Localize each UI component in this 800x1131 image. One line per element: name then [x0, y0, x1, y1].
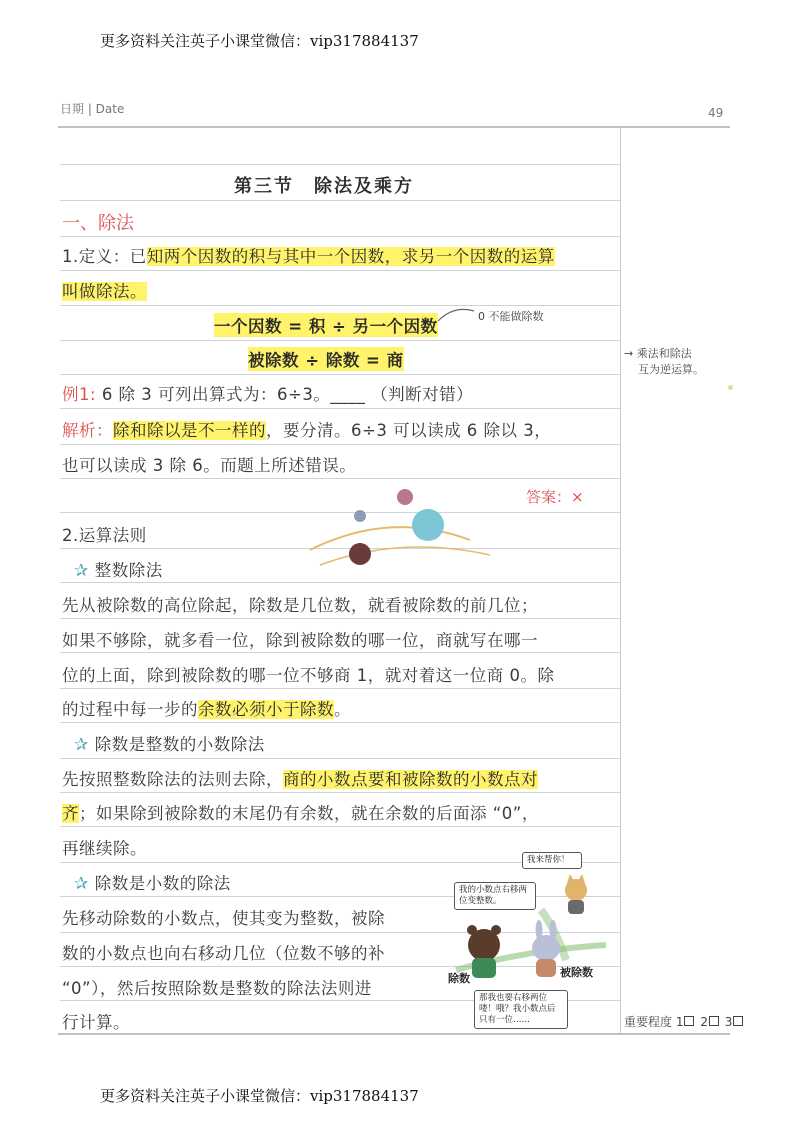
ruled-line	[60, 618, 620, 619]
ruled-line	[60, 164, 620, 165]
ruled-line	[60, 270, 620, 271]
margin-line	[620, 128, 621, 1034]
divisor-label: 除数	[448, 972, 470, 985]
star-icon: ✰	[74, 874, 89, 894]
example-text: 6 除 3 可列出算式为：6÷3。____ （判断对错）	[101, 385, 474, 404]
importance-level-1: 1	[675, 1015, 684, 1029]
side-note-line-1: → 乘法和除法	[624, 347, 692, 360]
rule2-highlight: 商的小数点要和被除数的小数点对	[283, 770, 538, 789]
section-title: 第三节 除法及乘方	[234, 176, 414, 197]
rule3-line-2: 数的小数点也向右移动几位（位数不够的补	[62, 944, 385, 963]
ruled-line	[60, 792, 620, 793]
formula-quotient: 被除数 ÷ 除数 = 商	[248, 347, 404, 371]
answer: 答案：×	[526, 488, 584, 506]
footer-rule	[58, 1033, 730, 1035]
formula-note: 0 不能做除数	[478, 310, 544, 323]
decor-dot	[728, 385, 733, 390]
rule1-line-1: 先从被除数的高位除起，除数是几位数，就看被除数的前几位；	[62, 596, 538, 615]
definition-highlight-2: 叫做除法。	[62, 282, 147, 301]
rule2-line-3: 再继续除。	[62, 839, 147, 858]
rule1-title: 整数除法	[94, 561, 163, 580]
definition-highlight: 知两个因数的积与其中一个因数，求另一个因数的运算	[146, 247, 555, 266]
rule1-last-suffix: 。	[334, 700, 351, 719]
rule3-title: 除数是小数的除法	[94, 874, 231, 893]
ruled-line	[60, 236, 620, 237]
ruled-line	[60, 478, 620, 479]
importance-indicator	[624, 1013, 743, 1030]
analysis-line-2: 也可以读成 3 除 6。而题上所述错误。	[62, 456, 357, 475]
rule2-rest: ；如果除到被除数的末尾仍有余数，就在余数的后面添 “0”，	[79, 804, 539, 823]
header-rule	[58, 126, 730, 128]
watermark-bottom: 更多资料关注英子小课堂微信：vip317884137	[100, 1087, 419, 1105]
ruled-line	[60, 444, 620, 445]
rule3-title-row	[74, 870, 231, 894]
ruled-line	[60, 652, 620, 653]
heading-division: 一、除法	[62, 213, 134, 234]
ruled-line	[60, 722, 620, 723]
side-note	[624, 346, 704, 378]
definition-line-1	[62, 243, 555, 267]
analysis-line-1	[62, 417, 551, 441]
ruled-line	[60, 688, 620, 689]
rule1-line-2: 如果不够除，就多看一位，除到被除数的哪一位，商就写在哪一	[62, 631, 538, 650]
side-note-line-2: 互为逆运算。	[638, 363, 704, 376]
ruled-line	[60, 758, 620, 759]
cartoon-illustration	[446, 850, 616, 1030]
rule1-title-row	[74, 557, 163, 581]
heading-rules: 2.运算法则	[62, 526, 147, 545]
rule1-highlight: 余数必须小于除数	[198, 700, 334, 719]
bunny-speech-bubble: 我的小数点右移两位变整数。	[454, 882, 536, 910]
rule2-prefix: 先按照整数除法的法则去除，	[62, 770, 283, 789]
rule2-title: 除数是整数的小数除法	[94, 735, 265, 754]
ruled-line	[60, 200, 620, 201]
watermark-top: 更多资料关注英子小课堂微信：vip317884137	[100, 32, 419, 50]
dividend-label: 被除数	[560, 966, 593, 979]
analysis-highlight: 除和除以是不一样的	[113, 421, 266, 440]
checkbox-icon	[684, 1016, 694, 1026]
rule3-line-1: 先移动除数的小数点，使其变为整数，被除	[62, 909, 385, 928]
analysis-label: 解析：	[62, 421, 113, 440]
rule2-title-row	[74, 731, 265, 755]
date-label: 日期 | Date	[60, 102, 125, 116]
analysis-rest: ，要分清。6÷3 可以读成 6 除以 3，	[266, 421, 552, 440]
rule2-highlight-2: 齐	[62, 804, 79, 823]
star-icon: ✰	[74, 735, 89, 755]
ruled-line	[60, 305, 620, 306]
checkbox-icon	[733, 1016, 743, 1026]
bear-speech-bubble: 那我也要右移两位喽！哦？我小数点后只有一位……	[474, 990, 568, 1029]
importance-level-3: 3	[724, 1015, 733, 1029]
example-label: 例1:	[62, 385, 97, 404]
rule2-line-2	[62, 800, 539, 824]
rule1-last-prefix: 的过程中每一步的	[62, 700, 198, 719]
formula-factor: 一个因数 = 积 ÷ 另一个因数	[214, 313, 438, 337]
rule3-line-4: 行计算。	[62, 1013, 130, 1032]
ruled-line	[60, 374, 620, 375]
definition-prefix: 1.定义：已	[62, 247, 147, 266]
star-icon: ✰	[74, 561, 89, 581]
rule1-line-3: 位的上面，除到被除数的哪一位不够商 1，就对着这一位商 0。除	[62, 666, 555, 685]
rule1-line-4	[62, 696, 351, 720]
curved-arrow	[436, 303, 476, 325]
ruled-line	[60, 826, 620, 827]
ruled-line	[60, 408, 620, 409]
example-line	[62, 381, 473, 405]
planet-illustration	[300, 480, 500, 580]
importance-label: 重要程度	[624, 1015, 673, 1029]
rule3-line-3: “0”），然后按照除数是整数的除法法则进	[62, 979, 372, 998]
ruled-line	[60, 582, 620, 583]
rule2-line-1	[62, 766, 538, 790]
definition-line-2	[62, 278, 147, 302]
checkbox-icon	[709, 1016, 719, 1026]
page-number: 49	[708, 106, 724, 120]
ruled-line	[60, 340, 620, 341]
importance-level-2: 2	[700, 1015, 708, 1029]
cat-speech-bubble: 我来帮你！	[522, 852, 582, 869]
